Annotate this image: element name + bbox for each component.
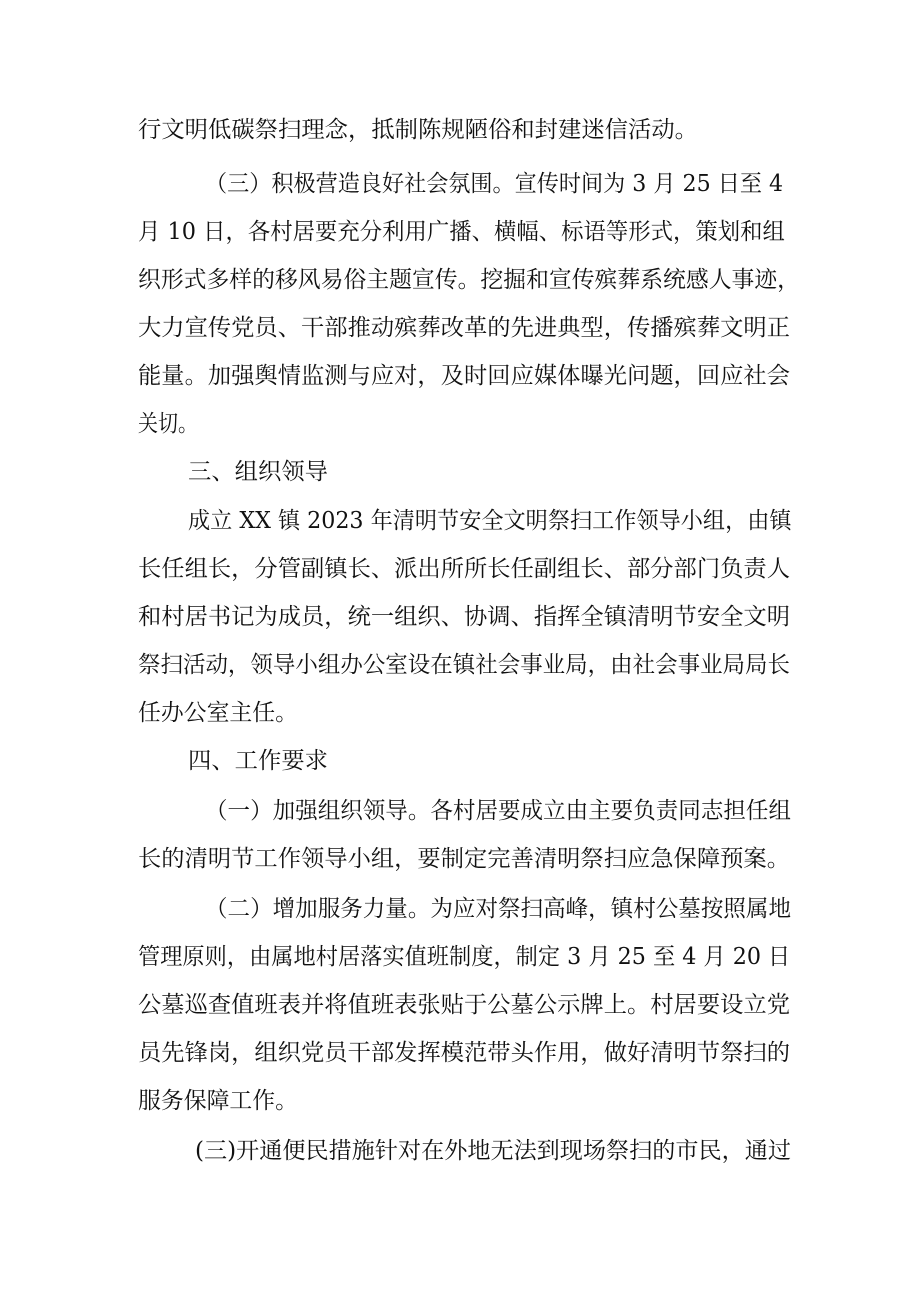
text-line-19: 公墓巡查值班表并将值班表张贴于公墓公示牌上。村居要设立党 [138, 992, 790, 1018]
text-line-13: 任办公室主任。 [138, 700, 299, 726]
text-line-15: （一）加强组织领导。各村居要成立由主要负责同志担任组 [205, 798, 791, 824]
section-heading-4: 四、工作要求 [188, 748, 329, 774]
text-line-18: 管理原则，由属地村居落实值班制度，制定 3 月 25 至 4 月 20 日 [138, 944, 791, 970]
text-line-22: (三)开通便民措施针对在外地无法到现场祭扫的市民，通过 [195, 1138, 791, 1164]
text-line-12: 祭扫活动，领导小组办公室设在镇社会事业局，由社会事业局局长 [138, 652, 790, 678]
text-line-16: 长的清明节工作领导小组，要制定完善清明祭扫应急保障预案。 [138, 846, 790, 872]
text-line-20: 员先锋岗，组织党员干部发挥模范带头作用，做好清明节祭扫的 [138, 1040, 790, 1066]
text-line-9: 成立 XX 镇 2023 年清明节安全文明祭扫工作领导小组，由镇 [188, 508, 792, 534]
text-line-4: 织形式多样的移风易俗主题宣传。挖掘和宣传殡葬系统感人事迹， [138, 267, 800, 293]
text-line-6: 能量。加强舆情监测与应对，及时回应媒体曝光问题，回应社会 [138, 363, 790, 389]
text-line-5: 大力宣传党员、干部推动殡葬改革的先进典型，传播殡葬文明正 [138, 315, 790, 341]
text-line-10: 长任组长，分管副镇长、派出所所长任副组长、部分部门负责人 [138, 556, 790, 582]
text-line-1: 行文明低碳祭扫理念，抵制陈规陋俗和封建迷信活动。 [138, 117, 699, 143]
text-line-2: （三）积极营造良好社会氛围。宣传时间为 3 月 25 日至 4 [205, 171, 784, 197]
section-heading-3: 三、组织领导 [188, 459, 329, 485]
text-line-3: 月 10 日，各村居要充分利用广播、横幅、标语等形式，策划和组 [138, 219, 785, 245]
text-line-11: 和村居书记为成员，统一组织、协调、指挥全镇清明节安全文明 [138, 604, 790, 630]
text-line-7: 关切。 [138, 411, 199, 437]
text-line-21: 服务保障工作。 [138, 1088, 299, 1114]
text-line-17: （二）增加服务力量。为应对祭扫高峰，镇村公墓按照属地 [205, 896, 791, 922]
